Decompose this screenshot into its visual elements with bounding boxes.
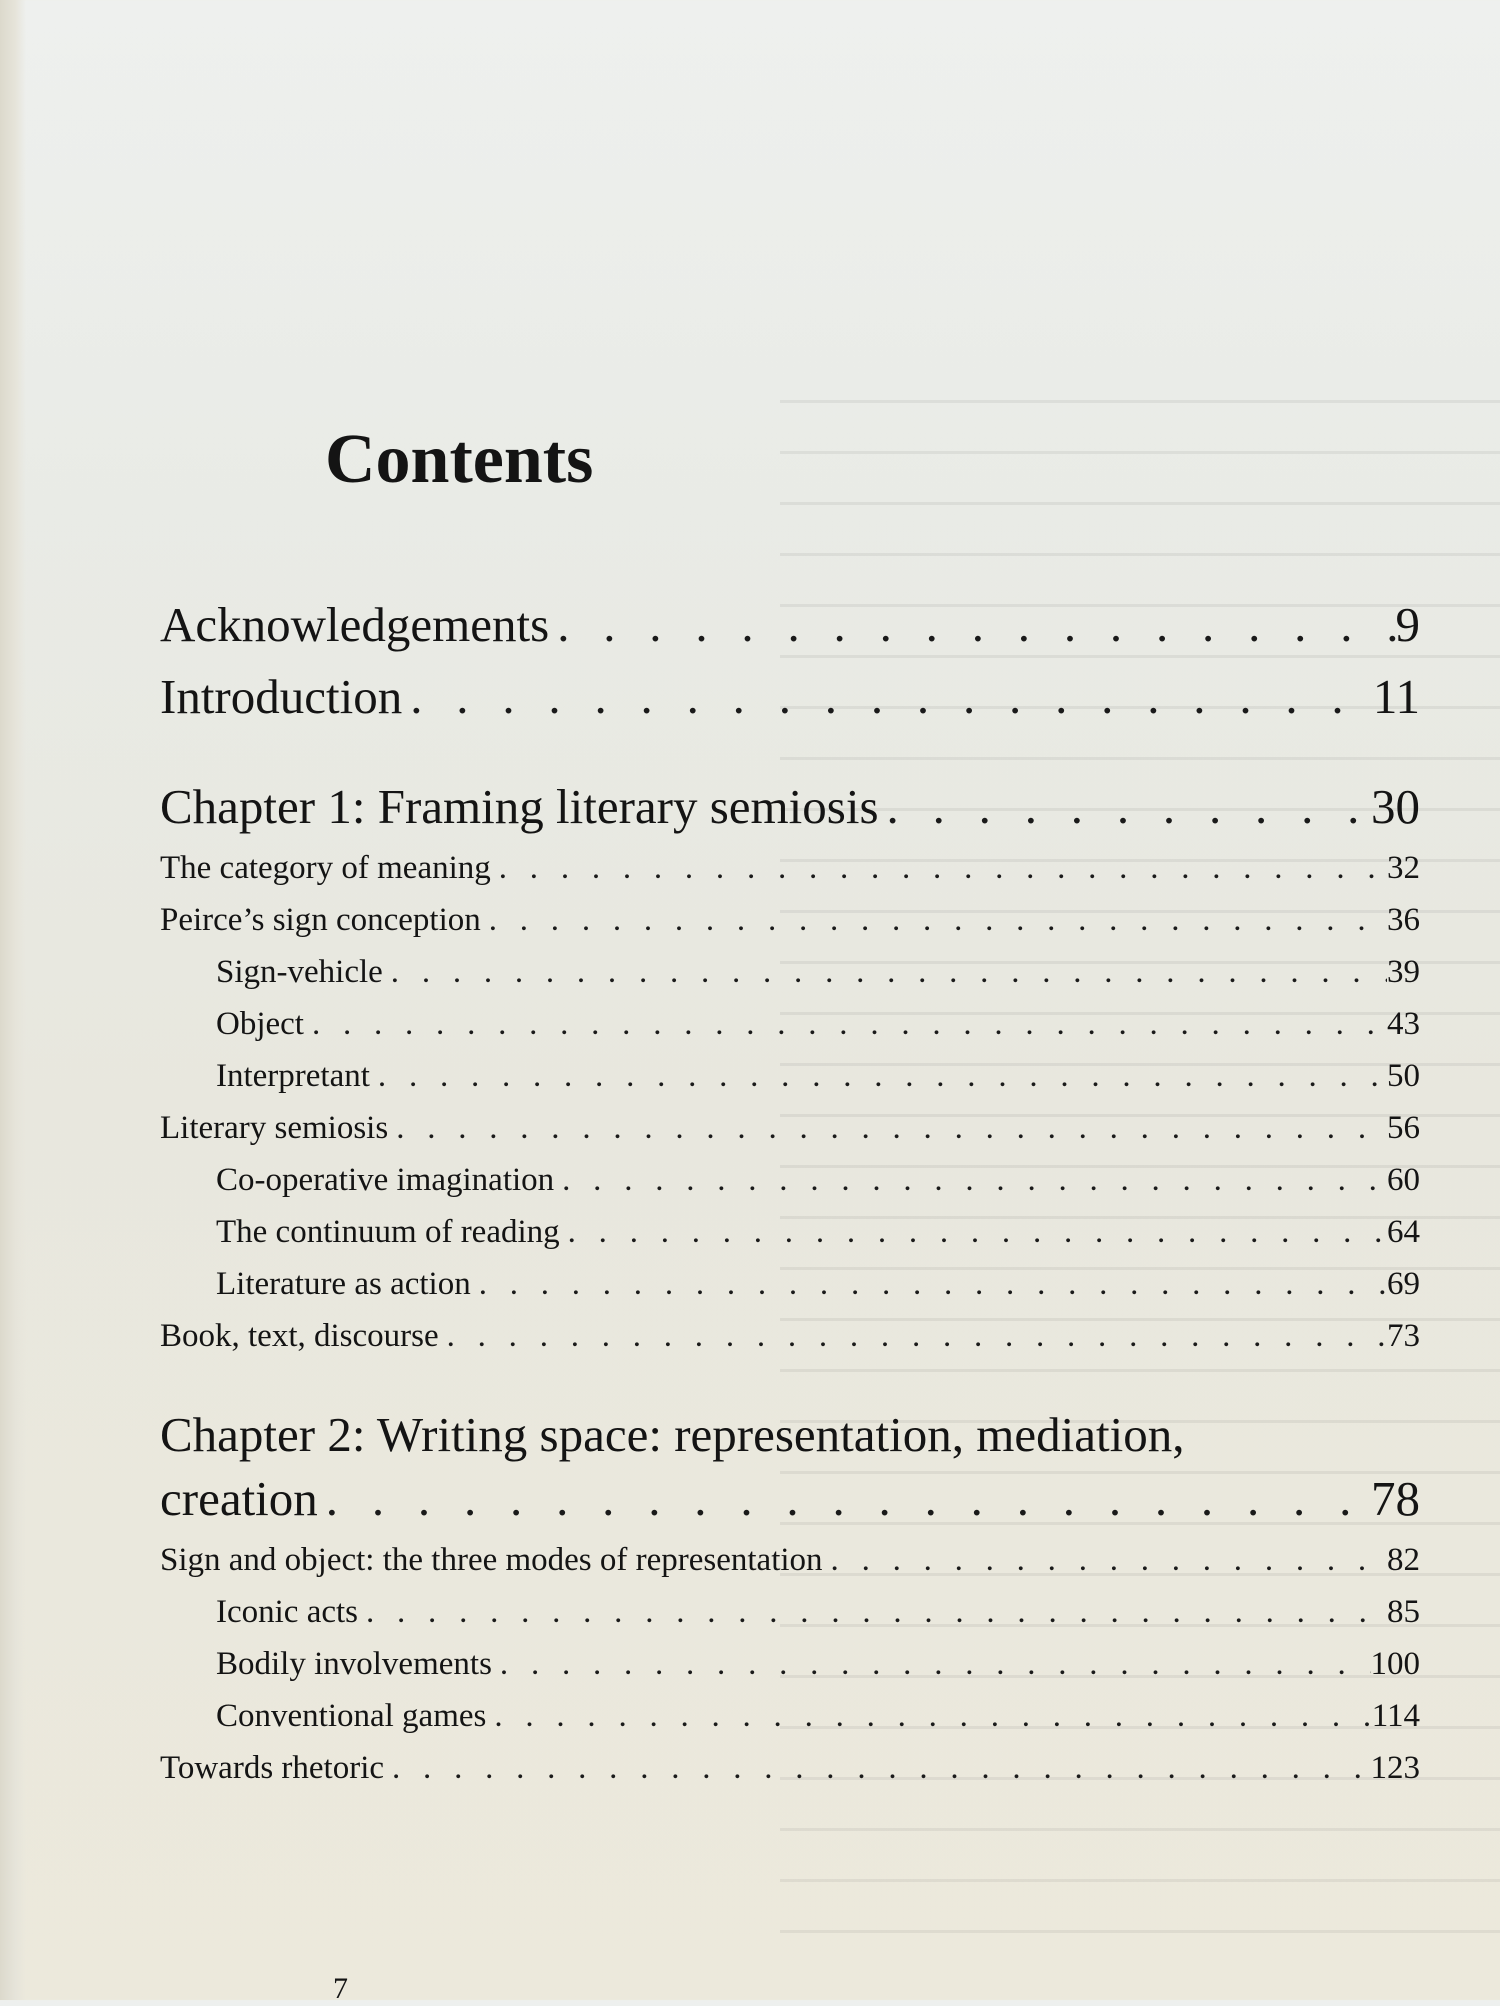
page-number: 36 [1387, 902, 1420, 938]
dot-leader [304, 1006, 1387, 1043]
page-number: 69 [1387, 1266, 1420, 1302]
page-number: 43 [1387, 1006, 1420, 1042]
dot-leader [879, 778, 1371, 835]
page-title: Contents [325, 421, 594, 498]
toc-entry-category-of-meaning[interactable] [160, 850, 1420, 902]
dot-leader [370, 1058, 1387, 1095]
entry-title: Bodily involvements [216, 1646, 492, 1682]
entry-title: Literary semiosis [160, 1110, 389, 1146]
dot-leader [358, 1594, 1387, 1631]
toc-entry-object[interactable] [160, 1006, 1420, 1058]
dot-leader [481, 902, 1387, 939]
book-gutter-shadow [0, 0, 26, 2000]
toc-entry-sign-vehicle[interactable] [160, 954, 1420, 1006]
toc-entry-interpretant[interactable] [160, 1058, 1420, 1110]
entry-title: Literature as action [216, 1266, 471, 1302]
page-number: 56 [1387, 1110, 1420, 1146]
entry-title: Sign-vehicle [216, 954, 383, 990]
entry-title: The continuum of reading [216, 1214, 560, 1250]
toc-entry-acknowledgements[interactable] [160, 596, 1420, 668]
page-number: 50 [1387, 1058, 1420, 1094]
entry-title: Conventional games [216, 1698, 487, 1734]
page-number: 123 [1370, 1750, 1420, 1786]
page-number: 85 [1387, 1594, 1420, 1630]
chapter-2-title-continuation [160, 1470, 1420, 1542]
toc-entry-conventional-games[interactable] [160, 1698, 1420, 1750]
page-number: 78 [1371, 1471, 1420, 1526]
entry-title: Iconic acts [216, 1594, 359, 1630]
toc-entry-bodily-involvements[interactable] [160, 1646, 1420, 1698]
dot-leader [439, 1318, 1387, 1355]
entry-title: Peirce’s sign conception [160, 902, 481, 938]
toc-entry-peirce-sign-conception[interactable] [160, 902, 1420, 954]
dot-leader [383, 954, 1387, 991]
entry-title-line-2: creation [160, 1471, 318, 1526]
toc-entry-chapter-2[interactable] [160, 1406, 1420, 1542]
toc-entry-sign-and-object[interactable] [160, 1542, 1420, 1594]
entry-title: Acknowledgements [160, 597, 550, 652]
dot-leader [388, 1110, 1387, 1147]
page-number: 100 [1370, 1646, 1420, 1682]
page-number: 64 [1387, 1214, 1420, 1250]
table-of-contents [160, 596, 1420, 1802]
toc-entry-literary-semiosis[interactable] [160, 1110, 1420, 1162]
entry-title-line-1: Chapter 2: Writing space: representation, mediation, [160, 1407, 1185, 1462]
dot-leader [471, 1266, 1387, 1303]
page-number: 30 [1371, 779, 1420, 834]
toc-entry-literature-as-action[interactable] [160, 1266, 1420, 1318]
dot-leader [560, 1214, 1387, 1251]
dot-leader [402, 668, 1373, 725]
entry-title: Book, text, discourse [160, 1318, 439, 1354]
entry-title: Introduction [160, 669, 403, 724]
page-number: 11 [1372, 669, 1420, 724]
page-folio-number: 7 [333, 1972, 348, 2005]
dot-leader [549, 596, 1395, 653]
page-number: 114 [1371, 1698, 1420, 1734]
entry-title: Sign and object: the three modes of representation [160, 1542, 823, 1578]
toc-entry-towards-rhetoric[interactable] [160, 1750, 1420, 1802]
entry-title: Towards rhetoric [160, 1750, 385, 1786]
toc-entry-introduction[interactable] [160, 668, 1420, 740]
entry-title: Chapter 1: Framing literary semiosis [160, 779, 879, 834]
page-number: 32 [1387, 850, 1420, 886]
entry-title: Interpretant [216, 1058, 370, 1094]
dot-leader [384, 1750, 1370, 1787]
entry-title: Object [216, 1006, 304, 1042]
entry-title: The category of meaning [160, 850, 491, 886]
toc-entry-iconic-acts[interactable] [160, 1594, 1420, 1646]
page-number: 73 [1387, 1318, 1420, 1354]
entry-title: Co-operative imagination [216, 1162, 555, 1198]
toc-entry-book-text-discourse[interactable] [160, 1318, 1420, 1370]
dot-leader [491, 850, 1387, 887]
dot-leader [492, 1646, 1371, 1683]
toc-entry-chapter-1[interactable] [160, 778, 1420, 850]
toc-entry-continuum-of-reading[interactable] [160, 1214, 1420, 1266]
page-number: 9 [1395, 597, 1420, 652]
dot-leader [486, 1698, 1371, 1735]
dot-leader [554, 1162, 1387, 1199]
page-number: 60 [1387, 1162, 1420, 1198]
dot-leader [318, 1470, 1371, 1527]
toc-entry-co-operative-imagination[interactable] [160, 1162, 1420, 1214]
page-number: 39 [1387, 954, 1420, 990]
dot-leader [823, 1542, 1387, 1579]
page-number: 82 [1387, 1542, 1420, 1578]
